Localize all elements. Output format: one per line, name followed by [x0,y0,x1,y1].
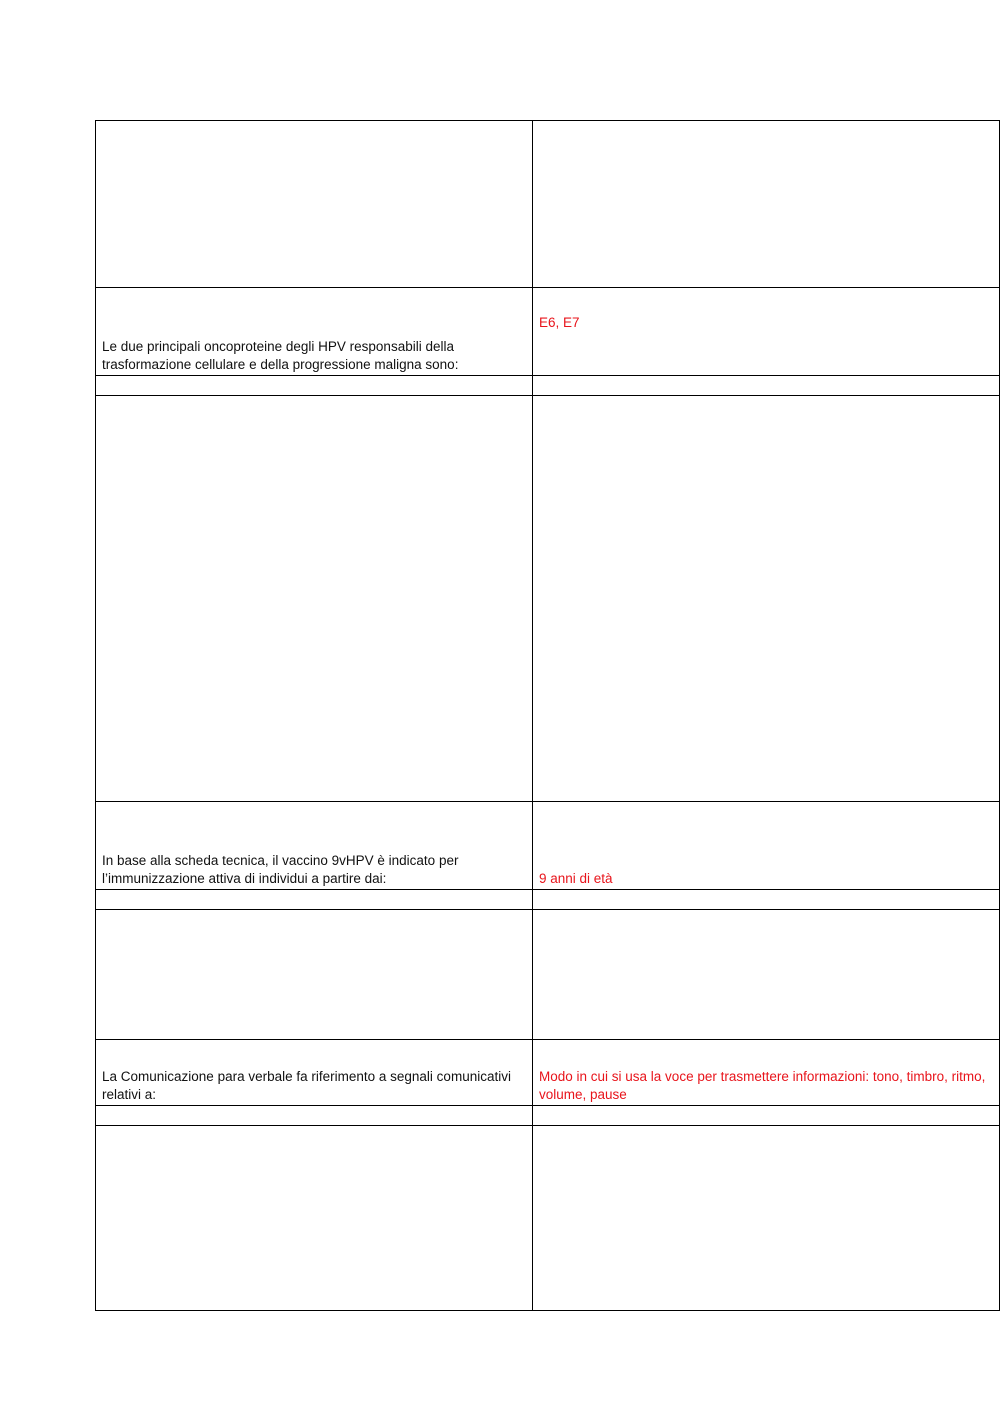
answer-cell [533,396,1000,802]
table-row [96,910,1000,1040]
table-row [96,396,1000,802]
table-row [96,1106,1000,1126]
table-row [96,288,1000,376]
question-cell [96,396,533,802]
table-row [96,376,1000,396]
question-cell [96,1106,533,1126]
quiz-table [95,120,1000,1311]
answer-cell [533,376,1000,396]
question-cell [96,890,533,910]
table-row [96,1040,1000,1106]
answer-cell: E6, E7 [533,288,1000,376]
answer-cell [533,121,1000,288]
table-row [96,802,1000,890]
question-cell [96,1126,533,1311]
answer-cell [533,910,1000,1040]
answer-cell [533,1126,1000,1311]
question-cell [96,910,533,1040]
answer-cell [533,890,1000,910]
table-row [96,1126,1000,1311]
answer-cell: Modo in cui si usa la voce per trasmettere informazioni: tono, timbro, ritmo, volume, pause [533,1040,1000,1106]
question-cell: Le due principali oncoproteine degli HPV responsabili della trasformazione cellulare e della progressione maligna sono: [96,288,533,376]
question-cell [96,376,533,396]
answer-cell: 9 anni di età [533,802,1000,890]
question-cell [96,121,533,288]
table-row [96,121,1000,288]
table-row [96,890,1000,910]
answer-cell [533,1106,1000,1126]
question-cell: La Comunicazione para verbale fa riferimento a segnali comunicativi relativi a: [96,1040,533,1106]
question-cell: In base alla scheda tecnica, il vaccino 9vHPV è indicato per l’immunizzazione attiva di individui a partire dai: [96,802,533,890]
